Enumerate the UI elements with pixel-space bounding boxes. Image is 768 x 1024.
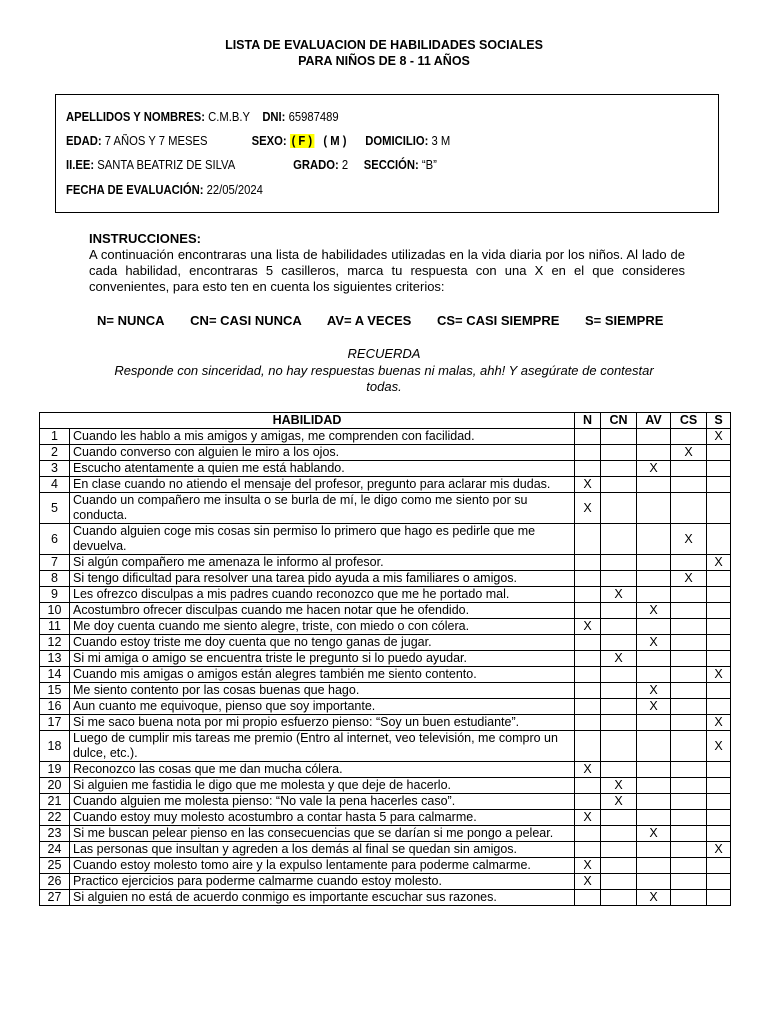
table-row: [40, 429, 731, 445]
answer-cell-cn[interactable]: [601, 683, 637, 699]
answer-cell-cn[interactable]: [601, 429, 637, 445]
answer-cell-av[interactable]: [637, 524, 671, 555]
answer-cell-n[interactable]: [575, 635, 601, 651]
answer-cell-cs[interactable]: [671, 603, 707, 619]
row-number: 10: [40, 603, 70, 619]
header-n: N: [575, 413, 601, 429]
answer-cell-s[interactable]: [707, 587, 731, 603]
table-header-row: [40, 413, 731, 429]
answer-cell-av[interactable]: X: [637, 461, 671, 477]
table-row: [40, 603, 731, 619]
criteria-a-veces: AV= A VECES: [326, 313, 412, 328]
answer-cell-s[interactable]: [707, 874, 731, 890]
skill-text: Si me buscan pelear pienso en las consecuencias que se darían si me pongo a pelear.: [70, 826, 575, 842]
row-number: 12: [40, 635, 70, 651]
skill-text: Reconozco las cosas que me dan mucha cólera.: [70, 762, 575, 778]
answer-cell-n[interactable]: X: [575, 874, 601, 890]
answer-cell-cn[interactable]: [601, 890, 637, 906]
answer-cell-n[interactable]: X: [575, 493, 601, 524]
table-row: [40, 731, 731, 762]
table-row: [40, 445, 731, 461]
row-number: 27: [40, 890, 70, 906]
table-row: [40, 461, 731, 477]
answer-cell-av[interactable]: [637, 842, 671, 858]
seccion-value: “B”: [421, 158, 437, 172]
answer-cell-cs[interactable]: [671, 794, 707, 810]
header-s: S: [707, 413, 731, 429]
answer-cell-s[interactable]: [707, 826, 731, 842]
criteria-siempre: S= SIEMPRE: [585, 313, 664, 328]
answer-cell-s[interactable]: X: [707, 715, 731, 731]
answer-cell-s[interactable]: X: [707, 842, 731, 858]
skill-text: Cuando alguien me molesta pienso: “No vale la pena hacerles caso”.: [70, 794, 575, 810]
answer-cell-s[interactable]: [707, 524, 731, 555]
answer-cell-cs[interactable]: [671, 842, 707, 858]
answer-cell-cs[interactable]: [671, 477, 707, 493]
answer-cell-s[interactable]: [707, 571, 731, 587]
table-row: [40, 477, 731, 493]
info-row-name: [66, 110, 339, 124]
answer-cell-cs[interactable]: [671, 731, 707, 762]
answer-cell-cn[interactable]: X: [601, 794, 637, 810]
answer-cell-n[interactable]: [575, 555, 601, 571]
answer-cell-s[interactable]: X: [707, 429, 731, 445]
table-row: [40, 571, 731, 587]
table-row: [40, 555, 731, 571]
answer-cell-av[interactable]: [637, 651, 671, 667]
row-number: 16: [40, 699, 70, 715]
nombres-value: C.M.B.Y: [208, 110, 250, 124]
answer-cell-n[interactable]: X: [575, 762, 601, 778]
answer-cell-n[interactable]: X: [575, 810, 601, 826]
answer-cell-av[interactable]: [637, 762, 671, 778]
answer-cell-s[interactable]: [707, 699, 731, 715]
answer-cell-cs[interactable]: [671, 826, 707, 842]
document-title: LISTA DE EVALUACION DE HABILIDADES SOCIALES: [225, 38, 543, 52]
answer-cell-av[interactable]: [637, 477, 671, 493]
skill-text: Cuando un compañero me insulta o se burla de mí, le digo como me siento por su conducta.: [70, 493, 575, 524]
table-row: [40, 524, 731, 555]
answer-cell-av[interactable]: X: [637, 699, 671, 715]
answer-cell-cs[interactable]: [671, 699, 707, 715]
row-number: 23: [40, 826, 70, 842]
answer-cell-n[interactable]: [575, 683, 601, 699]
answer-cell-cs[interactable]: [671, 858, 707, 874]
table-row: [40, 667, 731, 683]
edad-value: 7 AÑOS Y 7 MESES: [104, 134, 208, 148]
answer-cell-cs[interactable]: [671, 619, 707, 635]
student-info-box: [55, 94, 719, 213]
answer-cell-cn[interactable]: [601, 699, 637, 715]
skill-text: Aun cuanto me equivoque, pienso que soy importante.: [70, 699, 575, 715]
row-number: 15: [40, 683, 70, 699]
answer-cell-av[interactable]: [637, 571, 671, 587]
recuerda-title: RECUERDA: [347, 346, 421, 361]
skill-text: En clase cuando no atiendo el mensaje del profesor, pregunto para aclarar mis dudas.: [70, 477, 575, 493]
answer-cell-cn[interactable]: [601, 762, 637, 778]
row-number: 5: [40, 493, 70, 524]
answer-cell-n[interactable]: [575, 429, 601, 445]
answer-cell-av[interactable]: [637, 715, 671, 731]
answer-cell-cs[interactable]: [671, 429, 707, 445]
answer-cell-av[interactable]: X: [637, 635, 671, 651]
answer-cell-s[interactable]: [707, 477, 731, 493]
answer-cell-n[interactable]: [575, 651, 601, 667]
skill-text: Cuando estoy molesto tomo aire y la expulso lentamente para poderme calmarme.: [70, 858, 575, 874]
row-number: 1: [40, 429, 70, 445]
fecha-label: FECHA DE EVALUACIÓN:: [66, 183, 204, 197]
answer-cell-cn[interactable]: [601, 810, 637, 826]
table-row: [40, 858, 731, 874]
row-number: 2: [40, 445, 70, 461]
info-row-age: [66, 134, 450, 148]
table-row: [40, 826, 731, 842]
fecha-value: 22/05/2024: [206, 183, 263, 197]
answer-cell-n[interactable]: [575, 461, 601, 477]
answer-cell-cs[interactable]: [671, 635, 707, 651]
row-number: 24: [40, 842, 70, 858]
answer-cell-av[interactable]: [637, 445, 671, 461]
skill-text: Les ofrezco disculpas a mis padres cuando reconozco que me he portado mal.: [70, 587, 575, 603]
answer-cell-cn[interactable]: X: [601, 587, 637, 603]
answer-cell-cn[interactable]: [601, 555, 637, 571]
answer-cell-s[interactable]: [707, 794, 731, 810]
answer-cell-cn[interactable]: [601, 715, 637, 731]
answer-cell-cs[interactable]: [671, 651, 707, 667]
skill-text: Me siento contento por las cosas buenas que hago.: [70, 683, 575, 699]
row-number: 26: [40, 874, 70, 890]
row-number: 22: [40, 810, 70, 826]
answer-cell-av[interactable]: [637, 778, 671, 794]
answer-cell-s[interactable]: [707, 858, 731, 874]
answer-cell-n[interactable]: [575, 778, 601, 794]
answer-cell-av[interactable]: X: [637, 603, 671, 619]
answer-cell-av[interactable]: X: [637, 890, 671, 906]
answer-cell-s[interactable]: [707, 683, 731, 699]
answer-cell-n[interactable]: [575, 794, 601, 810]
answer-cell-s[interactable]: [707, 810, 731, 826]
row-number: 4: [40, 477, 70, 493]
answer-cell-cs[interactable]: X: [671, 571, 707, 587]
answer-cell-s[interactable]: X: [707, 731, 731, 762]
skill-text: Si alguien me fastidia le digo que me molesta y que deje de hacerlo.: [70, 778, 575, 794]
answer-cell-cs[interactable]: [671, 778, 707, 794]
answer-cell-av[interactable]: X: [637, 826, 671, 842]
answer-cell-s[interactable]: X: [707, 667, 731, 683]
domicilio-label: DOMICILIO:: [365, 134, 429, 148]
table-row: [40, 778, 731, 794]
answer-cell-av[interactable]: [637, 794, 671, 810]
table-body: [40, 429, 731, 906]
row-number: 11: [40, 619, 70, 635]
sexo-m: ( M ): [323, 134, 347, 148]
answer-cell-n[interactable]: [575, 587, 601, 603]
answer-cell-av[interactable]: [637, 858, 671, 874]
table-row: [40, 635, 731, 651]
answer-cell-s[interactable]: [707, 445, 731, 461]
answer-cell-n[interactable]: X: [575, 619, 601, 635]
answer-cell-av[interactable]: [637, 619, 671, 635]
answer-cell-cn[interactable]: [601, 667, 637, 683]
answer-cell-cs[interactable]: X: [671, 445, 707, 461]
answer-cell-cn[interactable]: [601, 445, 637, 461]
header-habilidad: HABILIDAD: [40, 413, 575, 429]
answer-cell-cn[interactable]: [601, 477, 637, 493]
answer-cell-av[interactable]: [637, 667, 671, 683]
skills-table: [39, 412, 731, 906]
recuerda-text-line1: Responde con sinceridad, no hay respuestas buenas ni malas, ahh! Y asegúrate de contestar: [114, 363, 654, 378]
answer-cell-n[interactable]: [575, 603, 601, 619]
answer-cell-cn[interactable]: X: [601, 778, 637, 794]
table-row: [40, 619, 731, 635]
answer-cell-s[interactable]: [707, 778, 731, 794]
answer-cell-n[interactable]: [575, 699, 601, 715]
criteria-legend: [97, 313, 663, 328]
skill-text: Si algún compañero me amenaza le informo al profesor.: [70, 555, 575, 571]
answer-cell-n[interactable]: [575, 715, 601, 731]
header-cn: CN: [601, 413, 637, 429]
answer-cell-s[interactable]: [707, 603, 731, 619]
row-number: 25: [40, 858, 70, 874]
table-row: [40, 683, 731, 699]
skill-text: Luego de cumplir mis tareas me premio (Entro al internet, veo televisión, me compro un dulce, etc.).: [70, 731, 575, 762]
answer-cell-cs[interactable]: [671, 667, 707, 683]
skill-text: Cuando les hablo a mis amigos y amigas, me comprenden con facilidad.: [70, 429, 575, 445]
answer-cell-n[interactable]: X: [575, 477, 601, 493]
row-number: 19: [40, 762, 70, 778]
answer-cell-av[interactable]: [637, 810, 671, 826]
answer-cell-cn[interactable]: [601, 493, 637, 524]
skill-text: Si mi amiga o amigo se encuentra triste le pregunto si lo puedo ayudar.: [70, 651, 575, 667]
skill-text: Escucho atentamente a quien me está hablando.: [70, 461, 575, 477]
edad-label: EDAD:: [66, 134, 102, 148]
grado-value: 2: [341, 158, 349, 172]
table-row: [40, 890, 731, 906]
row-number: 7: [40, 555, 70, 571]
answer-cell-cn[interactable]: [601, 842, 637, 858]
skill-text: Si me saco buena nota por mi propio esfuerzo pienso: “Soy un buen estudiante”.: [70, 715, 575, 731]
answer-cell-cn[interactable]: [601, 858, 637, 874]
row-number: 21: [40, 794, 70, 810]
criteria-nunca: N= NUNCA: [97, 313, 165, 328]
answer-cell-cs[interactable]: [671, 493, 707, 524]
answer-cell-s[interactable]: [707, 651, 731, 667]
answer-cell-n[interactable]: [575, 524, 601, 555]
answer-cell-cn[interactable]: [601, 635, 637, 651]
answer-cell-cs[interactable]: [671, 874, 707, 890]
row-number: 13: [40, 651, 70, 667]
answer-cell-n[interactable]: [575, 445, 601, 461]
table-row: [40, 699, 731, 715]
answer-cell-s[interactable]: [707, 493, 731, 524]
table-row: [40, 587, 731, 603]
answer-cell-cs[interactable]: [671, 587, 707, 603]
table-row: [40, 762, 731, 778]
answer-cell-cs[interactable]: [671, 810, 707, 826]
answer-cell-cs[interactable]: [671, 715, 707, 731]
answer-cell-s[interactable]: [707, 461, 731, 477]
skill-text: Cuando estoy muy molesto acostumbro a contar hasta 5 para calmarme.: [70, 810, 575, 826]
row-number: 18: [40, 731, 70, 762]
skill-text: Me doy cuenta cuando me siento alegre, triste, con miedo o con cólera.: [70, 619, 575, 635]
answer-cell-av[interactable]: [637, 587, 671, 603]
answer-cell-cn[interactable]: [601, 603, 637, 619]
seccion-label: SECCIÓN:: [363, 158, 419, 172]
skill-text: Cuando converso con alguien le miro a los ojos.: [70, 445, 575, 461]
row-number: 20: [40, 778, 70, 794]
answer-cell-s[interactable]: X: [707, 555, 731, 571]
answer-cell-cs[interactable]: [671, 890, 707, 906]
answer-cell-av[interactable]: [637, 731, 671, 762]
answer-cell-cn[interactable]: [601, 731, 637, 762]
answer-cell-cn[interactable]: [601, 571, 637, 587]
answer-cell-s[interactable]: [707, 762, 731, 778]
grado-label: GRADO:: [293, 158, 339, 172]
row-number: 3: [40, 461, 70, 477]
answer-cell-n[interactable]: [575, 571, 601, 587]
info-row-date: [66, 183, 263, 197]
criteria-casi-siempre: CS= CASI SIEMPRE: [436, 313, 560, 328]
answer-cell-cn[interactable]: [601, 619, 637, 635]
skill-text: Acostumbro ofrecer disculpas cuando me hacen notar que he ofendido.: [70, 603, 575, 619]
answer-cell-cn[interactable]: [601, 826, 637, 842]
info-row-school: [66, 158, 437, 172]
iiee-label: II.EE:: [66, 158, 95, 172]
answer-cell-av[interactable]: [637, 429, 671, 445]
instructions-title: INSTRUCCIONES:: [89, 231, 201, 246]
row-number: 14: [40, 667, 70, 683]
answer-cell-cn[interactable]: [601, 874, 637, 890]
instructions-text: A continuación encontraras una lista de habilidades utilizadas en la vida diaria por los niños. Al lado de cada habilidad, encontraras 5 casilleros, marca tu respuesta con una X en el que consideres convenientes, para esto ten en cuenta los siguientes criterios:: [89, 247, 685, 294]
answer-cell-av[interactable]: X: [637, 683, 671, 699]
answer-cell-n[interactable]: [575, 826, 601, 842]
table-row: [40, 810, 731, 826]
answer-cell-n[interactable]: [575, 842, 601, 858]
table-row: [40, 794, 731, 810]
recuerda-text-line2: todas.: [366, 379, 402, 394]
sexo-label: SEXO:: [251, 134, 287, 148]
answer-cell-cn[interactable]: X: [601, 651, 637, 667]
table-row: [40, 842, 731, 858]
skill-text: Practico ejercicios para poderme calmarme cuando estoy molesto.: [70, 874, 575, 890]
answer-cell-cs[interactable]: X: [671, 524, 707, 555]
answer-cell-n[interactable]: [575, 731, 601, 762]
answer-cell-cs[interactable]: [671, 461, 707, 477]
row-number: 6: [40, 524, 70, 555]
answer-cell-s[interactable]: [707, 890, 731, 906]
domicilio-value: 3 M: [431, 134, 451, 148]
header-av: AV: [637, 413, 671, 429]
answer-cell-n[interactable]: X: [575, 858, 601, 874]
skill-text: Si tengo dificultad para resolver una tarea pido ayuda a mis familiares o amigos.: [70, 571, 575, 587]
dni-value: 65987489: [288, 110, 339, 124]
nombres-label: APELLIDOS Y NOMBRES:: [66, 110, 205, 124]
answer-cell-cn[interactable]: [601, 461, 637, 477]
answer-cell-cs[interactable]: [671, 762, 707, 778]
row-number: 9: [40, 587, 70, 603]
dni-label: DNI:: [262, 110, 286, 124]
answer-cell-av[interactable]: [637, 493, 671, 524]
answer-cell-cs[interactable]: [671, 683, 707, 699]
answer-cell-cn[interactable]: [601, 524, 637, 555]
table-row: [40, 651, 731, 667]
skill-text: Las personas que insultan y agreden a los demás al final se quedan sin amigos.: [70, 842, 575, 858]
table-row: [40, 874, 731, 890]
header-cs: CS: [671, 413, 707, 429]
skill-text: Cuando estoy triste me doy cuenta que no tengo ganas de jugar.: [70, 635, 575, 651]
sexo-f-selected: ( F ): [291, 134, 313, 148]
row-number: 17: [40, 715, 70, 731]
iiee-value: SANTA BEATRIZ DE SILVA: [97, 158, 235, 172]
answer-cell-av[interactable]: [637, 874, 671, 890]
table-row: [40, 715, 731, 731]
answer-cell-av[interactable]: [637, 555, 671, 571]
answer-cell-s[interactable]: [707, 619, 731, 635]
answer-cell-n[interactable]: [575, 890, 601, 906]
table-row: [40, 493, 731, 524]
skill-text: Si alguien no está de acuerdo conmigo es importante escuchar sus razones.: [70, 890, 575, 906]
answer-cell-cs[interactable]: [671, 555, 707, 571]
skill-text: Cuando mis amigas o amigos están alegres también me siento contento.: [70, 667, 575, 683]
row-number: 8: [40, 571, 70, 587]
skill-text: Cuando alguien coge mis cosas sin permiso lo primero que hago es pedirle que me devuelva.: [70, 524, 575, 555]
answer-cell-s[interactable]: [707, 635, 731, 651]
criteria-casi-nunca: CN= CASI NUNCA: [190, 313, 302, 328]
answer-cell-n[interactable]: [575, 667, 601, 683]
document-subtitle: PARA NIÑOS DE 8 - 11 AÑOS: [298, 54, 470, 68]
